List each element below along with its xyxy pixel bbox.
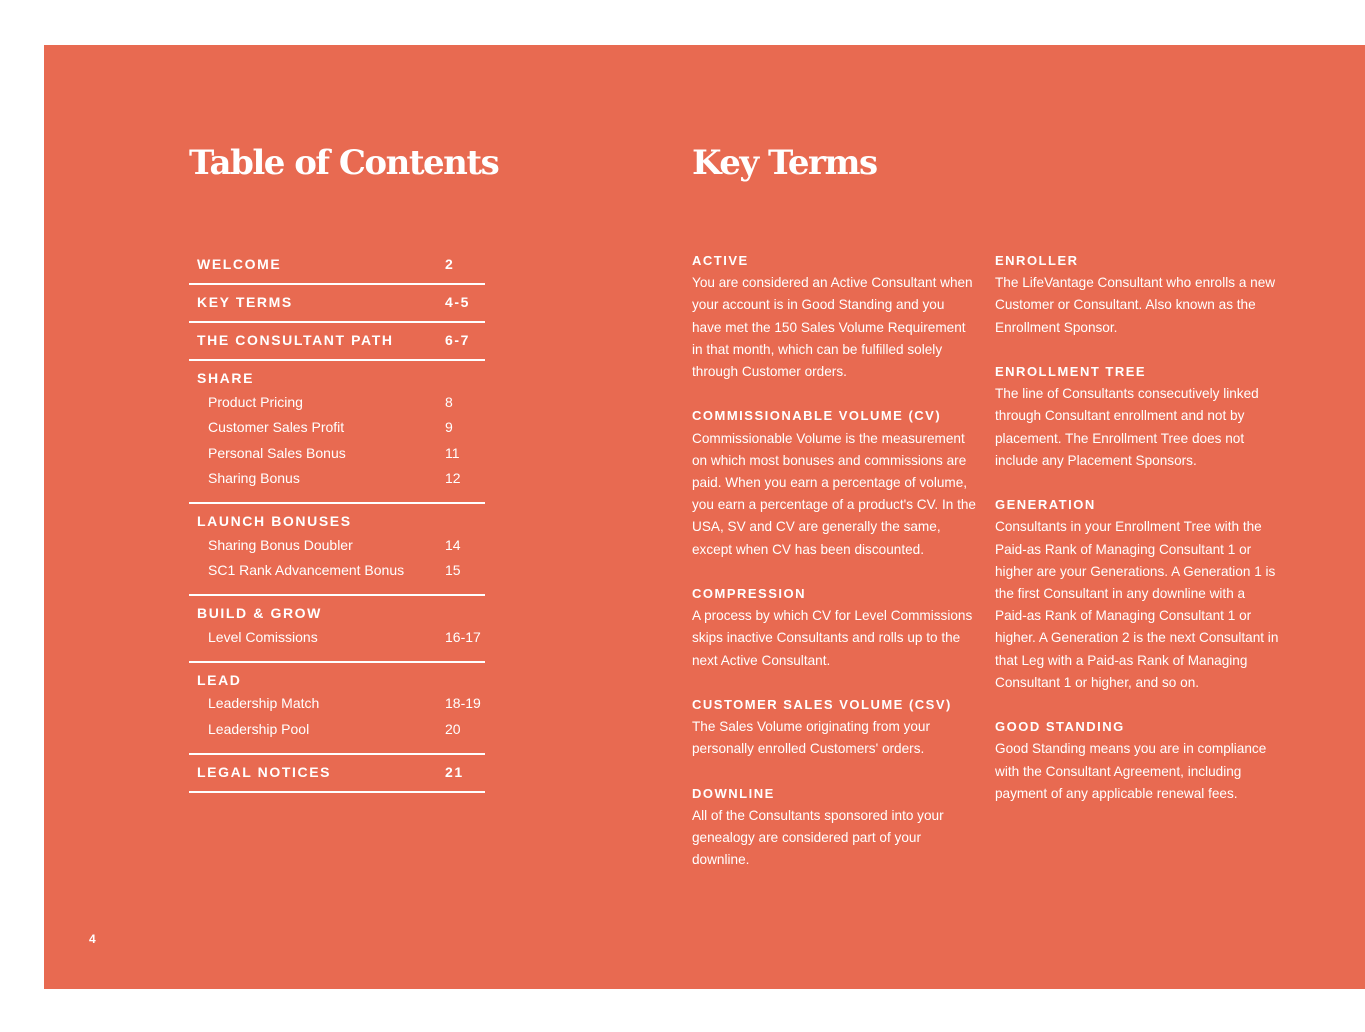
key-term [995,716,1280,805]
toc-entry[interactable] [189,253,485,275]
key-term-heading: GOOD STANDING [995,719,1125,735]
toc-section-label: BUILD & GROW [197,605,322,621]
toc-section [189,247,485,285]
toc-section [189,596,485,663]
toc-section-label: SHARE [197,370,255,386]
toc-section-label: WELCOME [197,256,282,272]
toc-page-number: 4-5 [445,294,471,310]
toc-section-label: THE CONSULTANT PATH [197,332,394,348]
toc-page-number: 2 [445,256,455,272]
toc-page-number: 15 [445,562,461,579]
key-term [692,250,977,383]
key-term-heading: GENERATION [995,497,1096,513]
toc-item-label: Sharing Bonus Doubler [208,536,353,553]
toc-section-label: LEAD [197,671,242,688]
key-terms-title: Key Terms [692,143,877,183]
key-term-definition: All of the Consultants sponsored into your genealogy are considered part of your downline. [692,808,944,868]
toc-page-number: 11 [445,444,460,461]
key-term-definition: The Sales Volume originating from your personally enrolled Customers' orders. [692,719,931,757]
key-term-definition: Commissionable Volume is the measurement on which most bonuses and commissions are paid. When you earn a percentage of volume, you earn a percentage of a product's CV. In the USA, SV and CV are generally the same, except when CV has been discounted. [692,430,976,557]
toc-page-number: 16-17 [445,628,481,645]
toc-page-number: 20 [445,720,461,737]
toc-section [189,285,485,323]
toc-item-label: Level Comissions [208,628,318,645]
key-term-definition: Good Standing means you are in compliance with the Consultant Agreement, including payment of any applicable renewal fees. [995,741,1267,801]
toc-item-label: SC1 Rank Advancement Bonus [208,562,405,579]
toc-section [189,361,485,504]
toc-subentry[interactable] [189,466,485,492]
toc-item-label: Sharing Bonus [208,470,300,487]
key-term-heading: ACTIVE [692,253,749,268]
key-term-definition: A process by which CV for Level Commissions skips inactive Consultants and rolls up to the next Active Consultant. [692,608,973,668]
key-term-definition: You are considered an Active Consultant when your account is in Good Standing and you have met the 150 Sales Volume Requirement in that month, which can be fulfilled solely through Customer orders. [692,275,973,380]
key-term [995,494,1280,694]
key-term-heading: COMMISSIONABLE VOLUME (CV) [692,408,942,424]
toc-section [189,323,485,361]
key-term [692,783,977,872]
key-terms-column-1 [692,250,977,894]
toc-entry[interactable] [189,329,485,351]
toc-section [189,504,485,596]
table-of-contents [189,247,485,793]
key-term-definition: The line of Consultants consecutively linked through Consultant enrollment and not by placement. The Enrollment Tree does not include any Placement Sponsors. [995,386,1259,468]
toc-section-label: KEY TERMS [197,294,293,310]
toc-page-number: 8 [445,393,453,410]
toc-page-number: 9 [445,419,453,436]
toc-entry[interactable] [189,761,485,783]
toc-section-label: LAUNCH BONUSES [197,513,352,529]
toc-subentry[interactable] [189,415,485,441]
toc-item-label: Customer Sales Profit [208,419,345,436]
toc-subentry[interactable] [189,440,485,466]
toc-subentry[interactable] [189,691,485,717]
key-term [692,405,977,560]
key-terms-column-2 [995,250,1280,827]
toc-section [189,755,485,793]
key-term-definition: Consultants in your Enrollment Tree with the Paid-as Rank of Managing Consultant 1 or higher are your Generations. A Generation 1 is the first Consultant in any downline with a Paid-as Rank of Managing Consultant 1 or higher. A Generation 2 is the next Consultant in that Leg with a Paid-as Rank of Managing Consultant 1 or higher, and so on. [995,519,1279,690]
toc-item-label: Leadership Pool [208,720,310,737]
toc-title: Table of Contents [189,143,499,183]
toc-page-number: 6-7 [445,332,471,348]
key-term-heading: CUSTOMER SALES VOLUME (CSV) [692,697,952,713]
toc-entry[interactable] [189,602,485,624]
key-term-definition: The LifeVantage Consultant who enrolls a new Customer or Consultant. Also known as the Enrollment Sponsor. [995,275,1276,335]
toc-item-label: Product Pricing [208,393,303,410]
toc-page-number: 12 [445,470,461,487]
toc-section-label: LEGAL NOTICES [197,763,332,780]
toc-item-label: Personal Sales Bonus [208,444,346,461]
toc-subentry[interactable] [189,716,485,742]
key-term [692,583,977,672]
toc-entry[interactable] [189,510,485,532]
toc-section [189,663,485,755]
page-number: 4 [89,932,96,946]
toc-subentry[interactable] [189,532,485,558]
toc-subentry[interactable] [189,389,485,415]
toc-page-number: 14 [445,536,461,553]
toc-page-number: 18-19 [445,695,481,712]
key-term [995,250,1280,339]
key-term-heading: DOWNLINE [692,785,775,801]
toc-entry[interactable] [189,669,485,691]
toc-subentry[interactable] [189,624,485,650]
toc-entry[interactable] [189,367,485,389]
toc-subentry[interactable] [189,558,485,584]
key-term [692,694,977,761]
key-term-heading: ENROLLER [995,253,1079,268]
key-term-heading: ENROLLMENT TREE [995,364,1147,379]
key-term [995,361,1280,472]
toc-item-label: Leadership Match [208,695,320,712]
toc-page-number: 21 [445,763,464,780]
toc-entry[interactable] [189,291,485,313]
key-term-heading: COMPRESSION [692,586,807,602]
